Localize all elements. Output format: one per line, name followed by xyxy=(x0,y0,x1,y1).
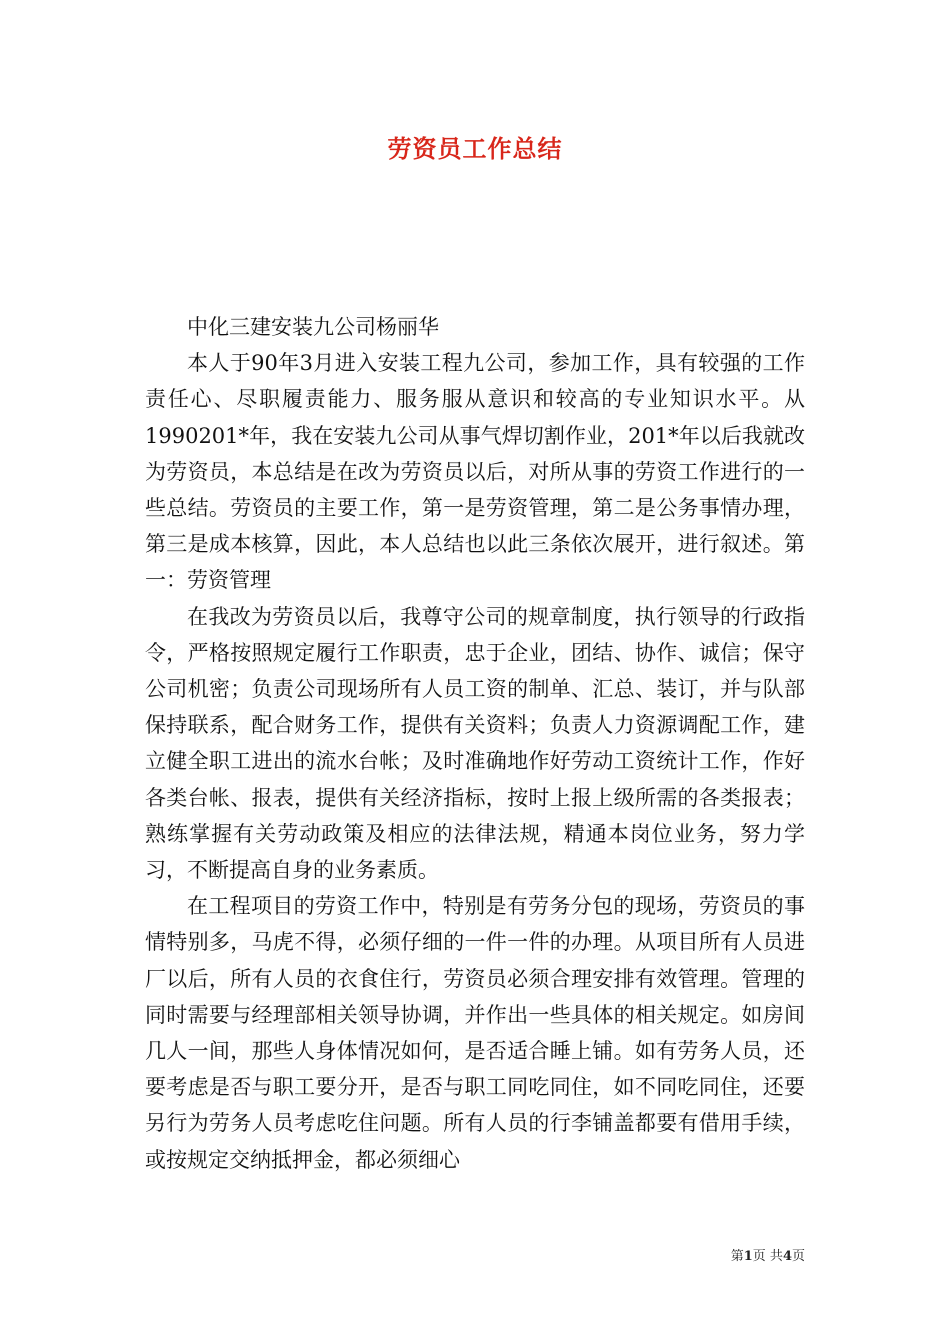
paragraph-1: 本人于90年3月进入安装工程九公司，参加工作，具有较强的工作责任心、尽职履责能力、服务服从意识和较高的专业知识水平。从1990201*年，我在安装九公司从事气焊切割作业，201*年以后我就改为劳资员，本总结是在改为劳资员以后，对所从事的劳资工作进行的一些总结。劳资员的主要工作，第一是劳资管理，第二是公务事情办理，第三是成本核算，因此，本人总结也以此三条依次展开，进行叙述。第一：劳资管理 xyxy=(145,351,805,593)
paragraph-3: 在工程项目的劳资工作中，特别是有劳务分包的现场，劳资员的事情特别多，马虎不得，必须仔细的一件一件的办理。从项目所有人员进厂以后，所有人员的衣食住行，劳资员必须合理安排有效管理。管理的同时需要与经理部相关领导协调，并作出一些具体的相关规定。如房间几人一间，那些人身体情况如何，是否适合睡上铺。如有劳务人员，还要考虑是否与职工要分开，是否与职工同吃同住，如不同吃同住，还要另行为劳务人员考虑吃住问题。所有人员的行李铺盖都要有借用手续，或按规定交纳抵押金，都必须细心 xyxy=(145,894,805,1172)
paragraph-2: 在我改为劳资员以后，我尊守公司的规章制度，执行领导的行政指令，严格按照规定履行工作职责，忠于企业，团结、协作、诚信；保守公司机密；负责公司现场所有人员工资的制单、汇总、装订，并与队部保持联系，配合财务工作，提供有关资料；负责人力资源调配工作，建立健全职工进出的流水台帐；及时准确地作好劳动工资统计工作，作好各类台帐、报表，提供有关经济指标，按时上报上级所需的各类报表；熟练掌握有关劳动政策及相应的法律法规，精通本岗位业务，努力学习，不断提高自身的业务素质。 xyxy=(145,604,805,883)
footer-current-page: 1 xyxy=(743,1249,753,1264)
footer-suffix: 页 xyxy=(791,1249,805,1264)
page-footer xyxy=(731,1245,805,1264)
footer-prefix: 第 xyxy=(730,1249,744,1264)
document-body xyxy=(145,309,805,1178)
author-line: 中化三建安装九公司杨丽华 xyxy=(187,315,439,339)
footer-middle: 页 共 xyxy=(752,1249,783,1264)
footer-total-pages: 4 xyxy=(782,1249,792,1264)
document-title: 劳资员工作总结 xyxy=(387,135,563,163)
